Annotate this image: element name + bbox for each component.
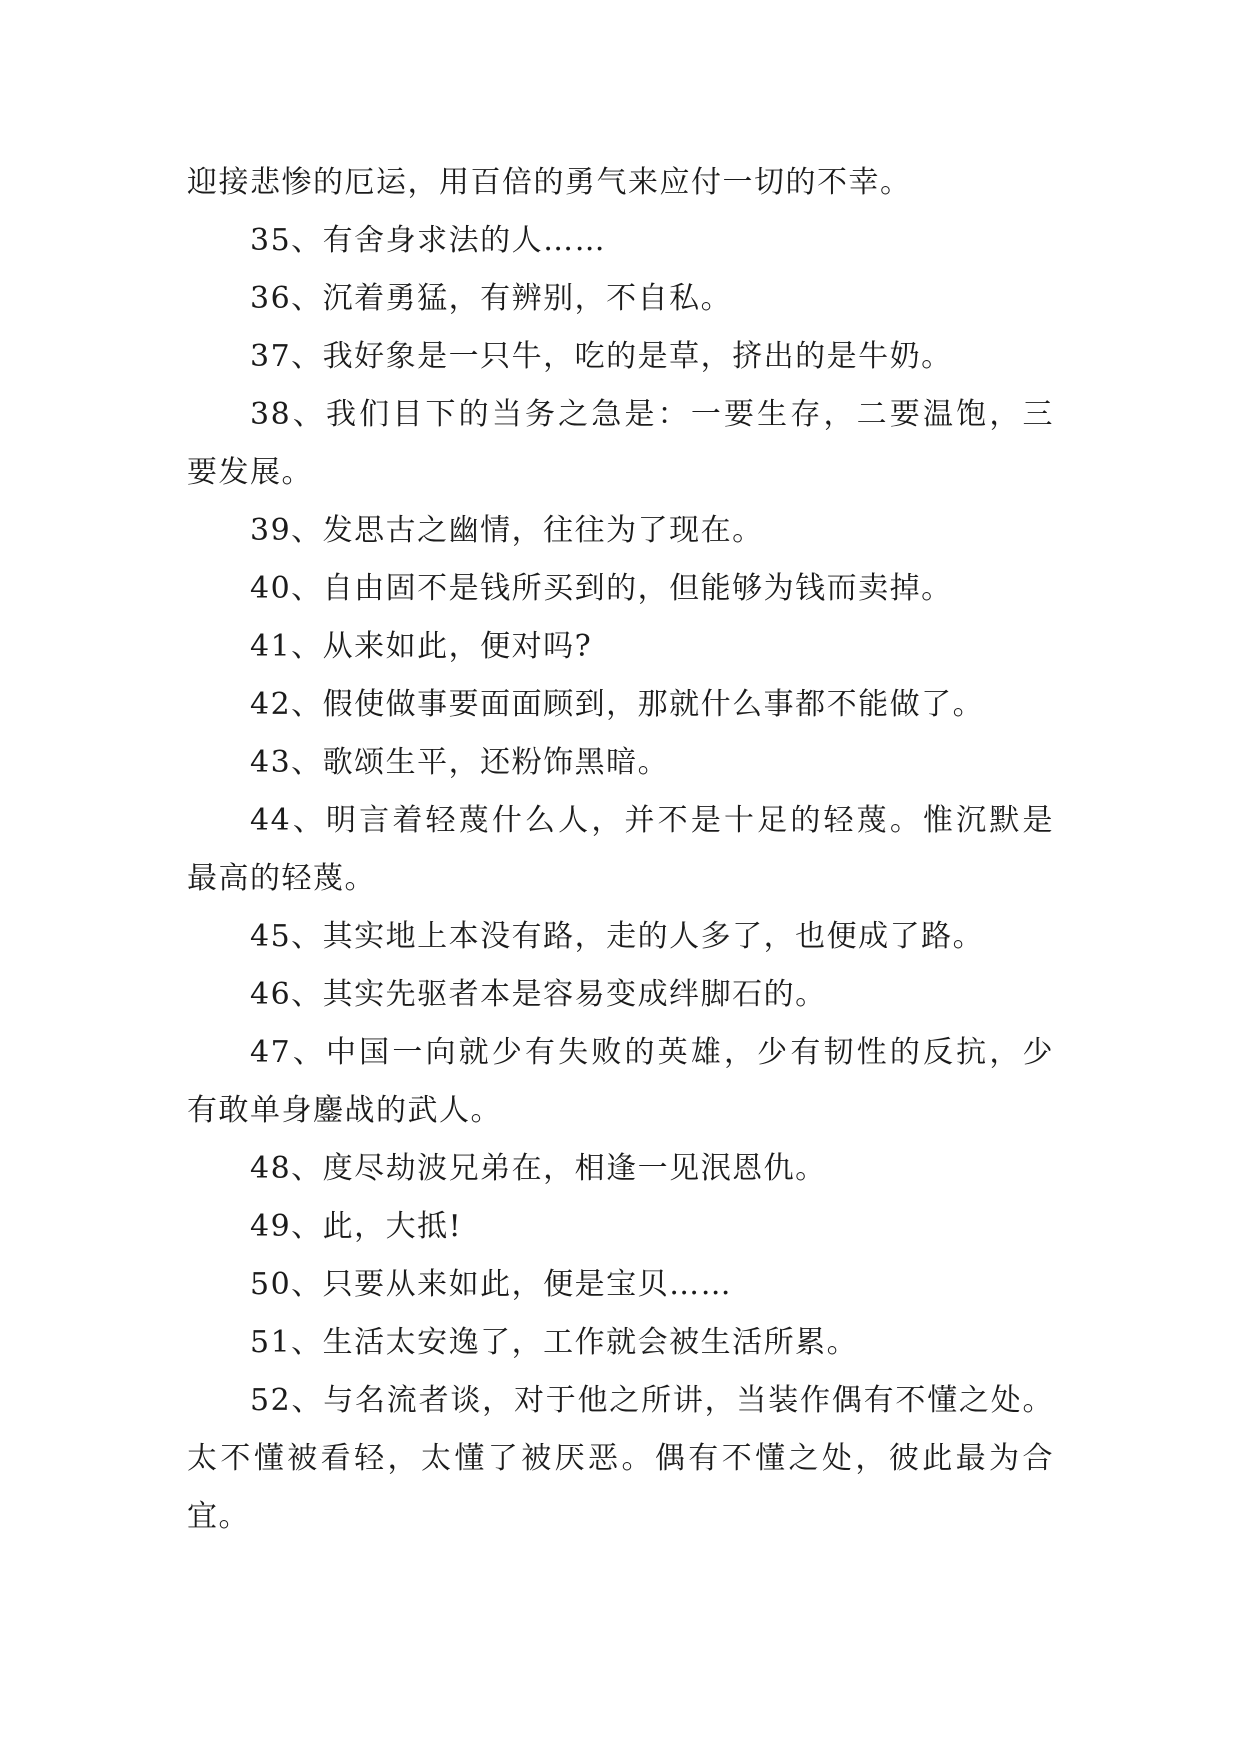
quote-item-36 xyxy=(187,270,1054,328)
paragraph-line: 42、假使做事要面面顾到，那就什么事都不能做了。 xyxy=(250,687,985,722)
paragraph-line: 48、度尽劫波兄弟在，相逢一见泯恩仇。 xyxy=(250,1151,827,1186)
quote-item-52 xyxy=(187,1372,1054,1546)
quote-item-44 xyxy=(187,792,1054,908)
paragraph-line: 46、其实先驱者本是容易变成绊脚石的。 xyxy=(250,977,827,1012)
quote-item-37 xyxy=(187,328,1054,386)
paragraph-line: 52、与名流者谈，对于他之所讲，当装作偶有不懂之处。 xyxy=(250,1383,1054,1418)
paragraph-line: 41、从来如此，便对吗? xyxy=(250,629,593,664)
quote-item-45 xyxy=(187,908,1054,966)
paragraph-line: 宜。 xyxy=(187,1499,250,1534)
quote-item-35 xyxy=(187,212,1054,270)
paragraph-line: 迎接悲惨的厄运，用百倍的勇气来应付一切的不幸。 xyxy=(187,165,912,200)
quote-item-39 xyxy=(187,502,1054,560)
paragraph-line: 40、自由固不是钱所买到的，但能够为钱而卖掉。 xyxy=(250,571,953,606)
paragraph-continuation xyxy=(187,154,1054,212)
quote-item-42 xyxy=(187,676,1054,734)
paragraph-line: 37、我好象是一只牛，吃的是草，挤出的是牛奶。 xyxy=(250,339,953,374)
paragraph-line: 太不懂被看轻，太懂了被厌恶。偶有不懂之处，彼此最为合 xyxy=(187,1441,1054,1476)
quote-item-40 xyxy=(187,560,1054,618)
document-body xyxy=(187,154,1054,1546)
quote-item-50 xyxy=(187,1256,1054,1314)
quote-item-38 xyxy=(187,386,1054,502)
paragraph-line: 最高的轻蔑。 xyxy=(187,861,376,896)
quote-item-48 xyxy=(187,1140,1054,1198)
paragraph-line: 50、只要从来如此，便是宝贝…… xyxy=(250,1267,733,1302)
paragraph-line: 38、我们目下的当务之急是：一要生存，二要温饱，三 xyxy=(250,397,1054,432)
quote-item-49 xyxy=(187,1198,1054,1256)
paragraph-line: 43、歌颂生平，还粉饰黑暗。 xyxy=(250,745,670,780)
paragraph-line: 47、中国一向就少有失败的英雄，少有韧性的反抗，少 xyxy=(250,1035,1054,1070)
quote-item-51 xyxy=(187,1314,1054,1372)
quote-item-46 xyxy=(187,966,1054,1024)
quote-item-47 xyxy=(187,1024,1054,1140)
paragraph-line: 44、明言着轻蔑什么人，并不是十足的轻蔑。惟沉默是 xyxy=(250,803,1054,838)
quote-item-43 xyxy=(187,734,1054,792)
paragraph-line: 有敢单身鏖战的武人。 xyxy=(187,1093,502,1128)
paragraph-line: 35、有舍身求法的人…… xyxy=(250,223,607,258)
paragraph-line: 49、此，大抵! xyxy=(250,1209,463,1244)
paragraph-line: 要发展。 xyxy=(187,455,313,490)
paragraph-line: 36、沉着勇猛，有辨别，不自私。 xyxy=(250,281,733,316)
quote-item-41 xyxy=(187,618,1054,676)
paragraph-line: 39、发思古之幽情，往往为了现在。 xyxy=(250,513,764,548)
paragraph-line: 51、生活太安逸了，工作就会被生活所累。 xyxy=(250,1325,859,1360)
paragraph-line: 45、其实地上本没有路，走的人多了，也便成了路。 xyxy=(250,919,985,954)
